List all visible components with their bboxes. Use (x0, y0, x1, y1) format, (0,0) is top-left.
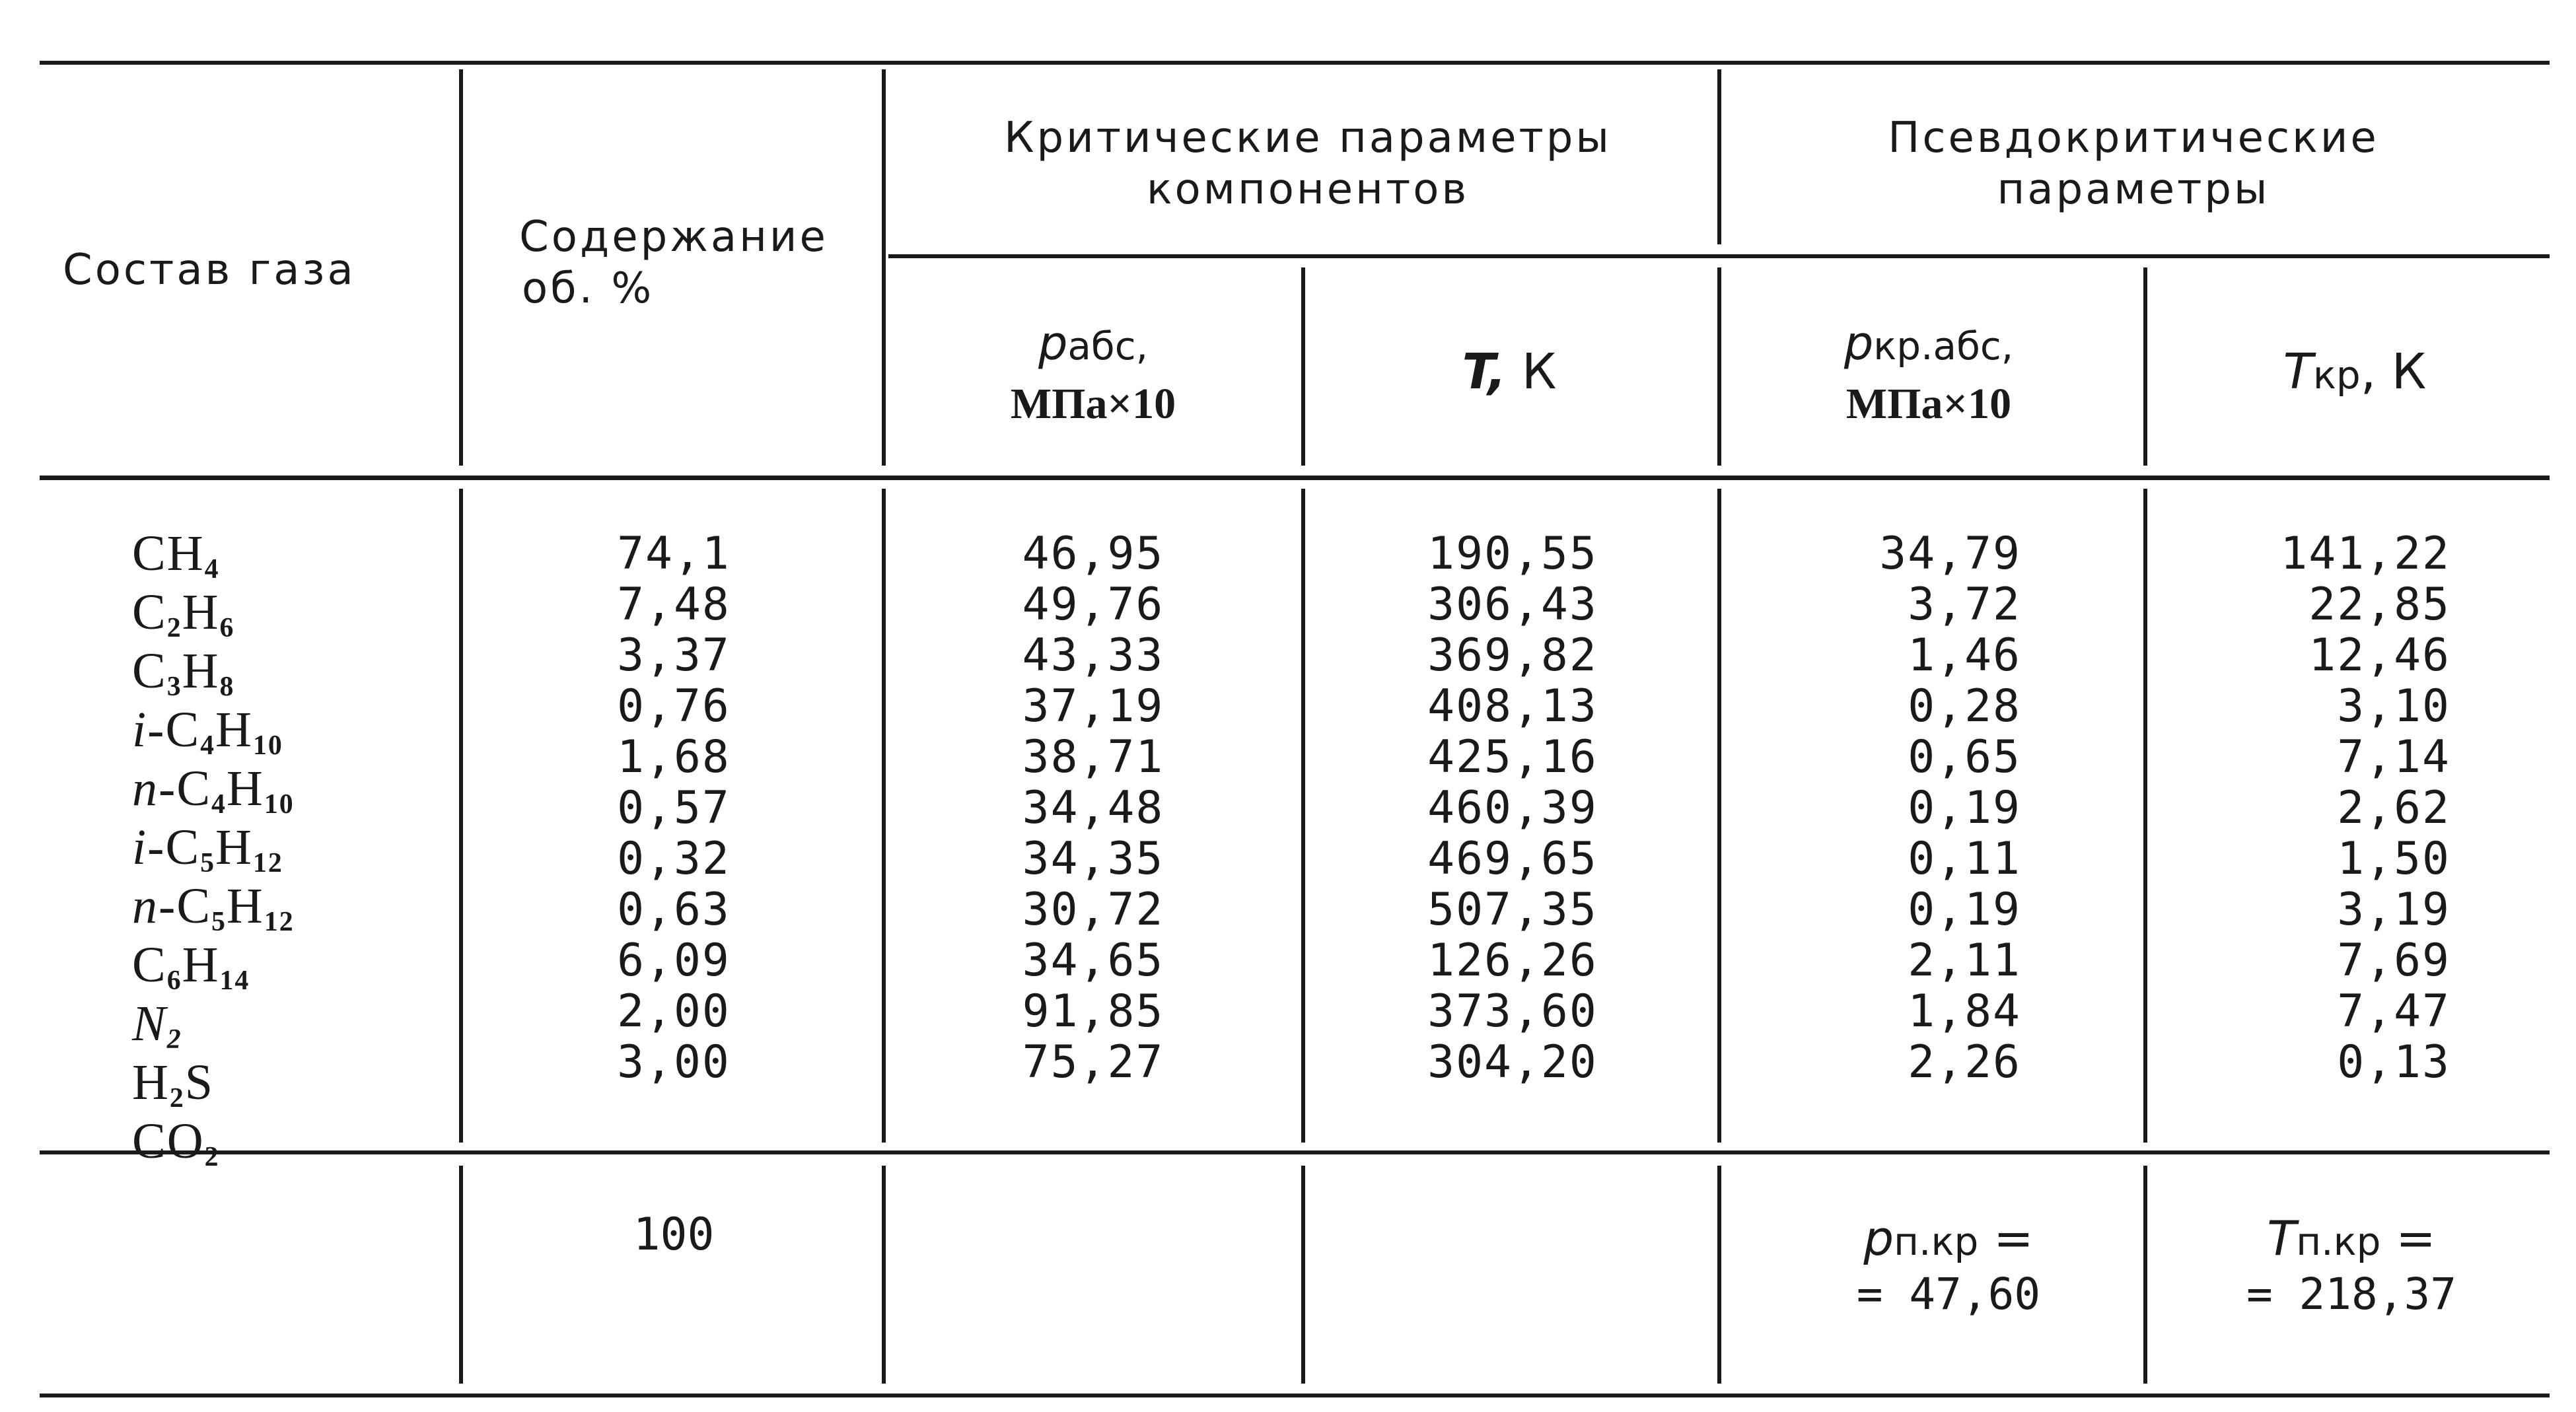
t-unit: К (1521, 343, 1557, 400)
p-abs-column (895, 528, 1291, 1088)
table-cell-t-cr: 3,10 (2337, 680, 2451, 732)
table-cell-p-abs: 49,76 (1022, 579, 1164, 631)
t-cr-column (2173, 528, 2451, 1088)
table-cell-t: 460,39 (1427, 782, 1598, 834)
header-pseudo-line2: параметры (1997, 165, 2270, 214)
col-divider-4 (1717, 267, 1721, 466)
table-cell-p-cr: 2,11 (1908, 935, 2021, 987)
header-bottom-rule (40, 476, 2550, 480)
header-content-line1: Содержание (519, 213, 828, 262)
header-content (476, 211, 872, 314)
gas-name-cell (132, 1113, 436, 1175)
header-composition: Состав газа (63, 246, 356, 295)
table-cell-p-abs: 34,48 (1022, 782, 1164, 834)
table-cell-p-cr: 0,11 (1908, 833, 2021, 885)
table-cell-t-cr: 22,85 (2308, 579, 2451, 631)
content-column (476, 528, 872, 1088)
header-pseudo-params (1737, 112, 2530, 215)
table-cell-t: 304,20 (1427, 1036, 1598, 1088)
gas-name-cell: n-C4H10 (132, 761, 295, 820)
gas-formula: C4H10 (165, 702, 283, 761)
col-divider-4-total (1717, 1166, 1721, 1384)
table-cell-content: 0,57 (617, 782, 731, 834)
table-cell-p-cr: 0,19 (1908, 782, 2021, 834)
t-symbol: T, (1462, 343, 1507, 400)
table-cell-t-cr: 2,62 (2337, 782, 2451, 834)
table-cell-t-cr: 141,22 (2280, 528, 2451, 580)
total-p-pcr (1770, 1212, 2127, 1321)
table-cell-content: 7,48 (617, 579, 731, 631)
table-cell-p-cr: 1,84 (1908, 985, 2021, 1038)
table-cell-t: 126,26 (1427, 935, 1598, 987)
gas-name-cell: i-C5H12 (132, 820, 283, 878)
header-group-rule (888, 254, 2550, 258)
gas-name-cell (132, 643, 436, 705)
col-divider-1 (459, 69, 463, 466)
table-cell-p-abs: 43,33 (1022, 629, 1164, 682)
header-content-line2: об. % (522, 264, 655, 313)
gas-formula: C6H14 (132, 937, 250, 996)
pcr-symbol: p (1843, 316, 1874, 371)
col-divider-1-body (459, 489, 463, 1143)
gas-name-cell (132, 937, 436, 999)
table-cell-t: 373,60 (1427, 985, 1598, 1038)
table-cell-content: 3,37 (617, 629, 731, 682)
table-cell-t-cr: 12,46 (2308, 629, 2451, 682)
gas-name-cell (132, 584, 436, 646)
header-t (1314, 343, 1704, 400)
table-cell-p-abs: 38,71 (1022, 731, 1164, 783)
table-cell-p-abs: 91,85 (1022, 985, 1164, 1038)
table-cell-t: 469,65 (1427, 833, 1598, 885)
col-divider-5-body (2143, 489, 2147, 1143)
table-cell-p-cr: 0,19 (1908, 884, 2021, 936)
p-pcr-symbol: p (1863, 1211, 1894, 1266)
tcr-unit: , К (2360, 343, 2427, 400)
gas-formula: C4H10 (176, 761, 295, 820)
col-divider-3-body (1301, 489, 1305, 1143)
p-abs-unit: МПа×10 (1010, 380, 1176, 428)
table-cell-p-cr: 34,79 (1879, 528, 2021, 580)
p-pcr-value: = 47,60 (1856, 1269, 2041, 1320)
col-divider-2 (882, 69, 886, 466)
table-cell-t: 190,55 (1427, 528, 1598, 580)
table-cell-p-cr: 1,46 (1908, 629, 2021, 682)
total-content: 100 (633, 1209, 715, 1261)
table-cell-content: 1,68 (617, 731, 731, 783)
p-pcr-eq: = (1993, 1211, 2034, 1266)
col-divider-2-total (882, 1166, 886, 1384)
gas-name-cell (132, 996, 436, 1057)
table-cell-content: 0,76 (617, 680, 731, 732)
table-cell-t: 408,13 (1427, 680, 1598, 732)
table-bottom-rule (40, 1394, 2550, 1397)
gas-name-column (132, 528, 436, 1175)
header-critical-params (912, 112, 1704, 215)
col-divider-2-body (882, 489, 886, 1143)
table-cell-p-abs: 34,35 (1022, 833, 1164, 885)
gas-name-cell (132, 1057, 436, 1116)
table-cell-content: 3,00 (617, 1036, 731, 1088)
gas-formula: C3H8 (132, 643, 235, 702)
tcr-symbol: T (2283, 343, 2313, 400)
col-divider-4-body (1717, 489, 1721, 1143)
col-divider-3-total (1301, 1166, 1305, 1384)
table-top-rule (40, 61, 2550, 65)
col-divider-3 (1301, 267, 1305, 466)
p-abs-sub: абс, (1067, 324, 1149, 369)
table-cell-t: 306,43 (1427, 579, 1598, 631)
pcr-sub: кр.абс, (1873, 324, 2014, 369)
header-critical-line2: компонентов (1146, 165, 1470, 214)
total-t-pcr (2173, 1212, 2530, 1321)
table-cell-t-cr: 7,14 (2337, 731, 2451, 783)
table-cell-p-cr: 2,26 (1908, 1036, 2021, 1088)
table-cell-content: 2,00 (617, 985, 731, 1038)
table-cell-p-cr: 0,28 (1908, 680, 2021, 732)
col-divider-1-total (459, 1166, 463, 1384)
table-cell-t: 369,82 (1427, 629, 1598, 682)
table-cell-p-abs: 46,95 (1022, 528, 1164, 580)
header-pseudo-line1: Псевдокритические (1888, 114, 2379, 162)
table-cell-t-cr: 0,13 (2337, 1036, 2451, 1088)
tcr-sub: кр (2312, 353, 2361, 398)
table-cell-t-cr: 7,69 (2337, 935, 2451, 987)
table-cell-p-abs: 30,72 (1022, 884, 1164, 936)
p-abs-symbol: p (1038, 316, 1068, 371)
table-cell-content: 0,63 (617, 884, 731, 936)
gas-formula: C5H12 (176, 878, 295, 937)
gas-name-cell: n-C5H12 (132, 878, 295, 937)
gas-formula: N2 (132, 996, 182, 1055)
t-column (1314, 528, 1711, 1088)
table-cell-t-cr: 3,19 (2337, 884, 2451, 936)
table-cell-content: 0,32 (617, 833, 731, 885)
table-cell-p-abs: 75,27 (1022, 1036, 1164, 1088)
table-cell-content: 74,1 (617, 528, 731, 580)
t-pcr-eq: = (2396, 1211, 2436, 1266)
col-divider-critical-pseudo (1717, 69, 1721, 244)
gas-formula: C2H6 (132, 584, 235, 643)
table-cell-p-cr: 0,65 (1908, 731, 2021, 783)
header-t-cr (2157, 343, 2553, 400)
col-divider-5 (2143, 267, 2147, 466)
col-divider-5-total (2143, 1166, 2147, 1384)
header-p-cr (1731, 310, 2127, 429)
header-critical-line1: Критические параметры (1004, 114, 1612, 162)
p-pcr-sub: п.кр (1894, 1219, 1979, 1264)
t-pcr-sub: п.кр (2296, 1219, 2381, 1264)
table-cell-t-cr: 7,47 (2337, 985, 2451, 1038)
t-pcr-symbol: T (2267, 1211, 2297, 1266)
gas-name-cell (132, 528, 436, 587)
table-cell-p-abs: 37,19 (1022, 680, 1164, 732)
gas-formula: C5H12 (165, 820, 283, 878)
table-cell-t: 425,16 (1427, 731, 1598, 783)
table-cell-content: 6,09 (617, 935, 731, 987)
gas-formula: CH4 (132, 526, 220, 584)
p-cr-column (1744, 528, 2021, 1088)
table-cell-p-cr: 3,72 (1908, 579, 2021, 631)
table-cell-p-abs: 34,65 (1022, 935, 1164, 987)
table-cell-t-cr: 1,50 (2337, 833, 2451, 885)
gas-name-cell: i-C4H10 (132, 702, 283, 761)
gas-formula: CO2 (132, 1113, 220, 1172)
pcr-unit: МПа×10 (1845, 380, 2012, 428)
header-p-abs (898, 310, 1288, 429)
gas-formula: H2S (132, 1055, 215, 1113)
table-cell-t: 507,35 (1427, 884, 1598, 936)
t-pcr-value: = 218,37 (2246, 1269, 2456, 1320)
